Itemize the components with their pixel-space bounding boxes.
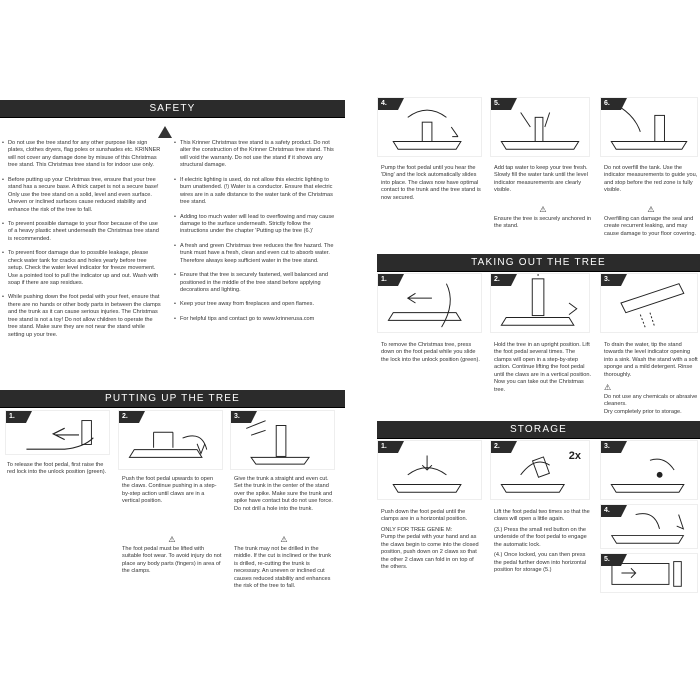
storage-figure-4 <box>600 504 698 549</box>
taking-out-note-3: ⚠ Do not use any chemicals or abrasive cleaners. Dry completely prior to storage. <box>604 383 698 415</box>
step-figure-5 <box>490 97 590 157</box>
safety-header: SAFETY <box>0 100 345 118</box>
taking-out-caption-3: To drain the water, tip the stand towards the level indicator opening into a sink. Wash the stand with a soft sponge and a mild detergent. Rinse thoroughly. <box>604 342 698 378</box>
taking-out-header: TAKING OUT THE TREE <box>377 254 700 272</box>
step-caption-6: Do not overfill the tank. Use the indicator measurements to guide you, and stop before the red zone is fully visible. <box>604 165 698 194</box>
storage-header: STORAGE <box>377 421 700 439</box>
safety-item: • A fresh and green Christmas tree reduces the fire hazard. The trunk must have a fresh, clean and even cut to absorb water. Therefore always keep sufficient water in the tree stand. <box>174 243 338 265</box>
putting-up-caption-1: To release the foot pedal, first raise the red lock into the unlock position (green). <box>7 462 107 476</box>
step-number: 3. <box>601 441 621 453</box>
warning-icon: ⚠ <box>604 383 612 392</box>
storage-caption-1: Push down the foot pedal until the clamps are in a horizontal position. ONLY FOR TREE GENIE M: Pump the pedal with your hand and as the claws begin to come into the closed position, push down on 2 claws so that the other 2 claws can fold in on top of the others. <box>381 509 479 571</box>
step-number: 5. <box>601 554 621 566</box>
storage-figure-3 <box>600 440 698 500</box>
step-number: 4. <box>601 505 621 517</box>
putting-up-note-2: ⚠ The foot pedal must be lifted with suitable foot wear. To avoid injury do not place any body parts (fingers) in area of the clamps. <box>122 535 222 575</box>
step-note-5: ⚠ Ensure the tree is securely anchored in the stand. <box>494 205 592 230</box>
safety-item: • This Krinner Christmas tree stand is a safety product. Do not alter the construction of the Krinner Christmas tree stand. This will void the warranty. Do not use the stand if it shows any structural damage. <box>174 140 338 170</box>
step-caption-5: Add tap water to keep your tree fresh. Slowly fill the water tank until the level indicator measurements are clearly visible. <box>494 165 588 194</box>
taking-out-caption-1: To remove the Christmas tree, press down on the foot pedal while you slide the lock into the unlock position (green). <box>381 342 480 363</box>
step-number: 2. <box>491 441 511 453</box>
safety-item: • Keep your tree away from fireplaces and open flames. <box>174 301 338 308</box>
safety-item: • Do not use the tree stand for any other purpose like sign plates, clothes dryers, flag poles or sunshades etc. KRINNER will not cover any damage done by misuse of this Christmas tree stand. This Christmas tree stand is for indoor use only. <box>2 140 162 170</box>
step-number: 3. <box>601 274 621 286</box>
step-number: 1. <box>378 441 398 453</box>
step-caption-4: Pump the foot pedal until you hear the 'Ding' and the lock automatically slides into place. The claws now have optimal contact to the trunk and the tree stand is now secured. <box>381 165 481 201</box>
step-number: 2. <box>491 274 511 286</box>
step-number: 5. <box>491 98 511 110</box>
safety-item: • To prevent floor damage due to possible leakage, please check water tank for cracks and holes yearly before tree setup. Check the water level indicator for freeze movement. Use a pointed tool to pull the indicator up and out. Wash with soap if there are sap residues. <box>2 250 162 287</box>
safety-item: • While pushing down the foot pedal with your feet, ensure that there are no hands or other body parts in between the clamps and the trunk as it can cause serious injuries. The Christmas tree stand is not a toy! Do not allow children to operate the tree stand. Make sure they are not near the stand while setting up your tree. <box>2 294 162 339</box>
safety-item: • If electric lighting is used, do not allow this electric lighting to burn unattended. (!) Water is a conductor. Ensure that electric wires are in a safe distance to the water tank of the Christmas tree stand. <box>174 177 338 207</box>
step-note-6: ⚠ Overfilling can damage the seal and create recurrent leaking, and may cause damage to your floor covering. <box>604 205 697 237</box>
warning-icon <box>158 126 172 138</box>
safety-col-2 <box>174 140 338 330</box>
taking-out-figure-1 <box>377 273 482 333</box>
taking-out-figure-2 <box>490 273 590 333</box>
step-number: 1. <box>378 274 398 286</box>
repeat-count-label: 2x <box>568 450 581 462</box>
safety-item: • For helpful tips and contact go to www.krinnerusa.com <box>174 316 338 323</box>
step-number: 1. <box>6 411 26 423</box>
storage-figure-5 <box>600 553 698 593</box>
putting-up-header: PUTTING UP THE TREE <box>0 390 345 408</box>
step-figure-4 <box>377 97 482 157</box>
warning-icon: ⚠ <box>539 205 547 214</box>
safety-col-1 <box>2 140 162 346</box>
step-number: 6. <box>601 98 621 110</box>
warning-icon: ⚠ <box>647 205 655 214</box>
putting-up-caption-3: Give the trunk a straight and even cut. Set the trunk in the center of the stand over the spike. Make sure the trunk and spike have contact but do not use force. Do not drill a hole into the trunk. <box>234 476 333 512</box>
safety-item: • To prevent possible damage to your floor because of the use of a heavy plastic sheet underneath the Christmas tree stand is recommended. <box>2 221 162 243</box>
putting-up-caption-2: Push the foot pedal upwards to open the claws. Continue pushing in a step-by-step action until claws are in a vertical position. <box>122 476 217 505</box>
taking-out-figure-3 <box>600 273 698 333</box>
safety-item: • Ensure that the tree is securely fastened, well balanced and positioned in the middle of the tree stand before applying decorations and lighting. <box>174 272 338 294</box>
warning-icon: ⚠ <box>280 535 288 544</box>
storage-figure-2 <box>490 440 590 500</box>
putting-up-figure-2 <box>118 410 223 470</box>
warning-icon: ⚠ <box>168 535 176 544</box>
step-number: 2. <box>119 411 139 423</box>
step-figure-6 <box>600 97 698 157</box>
safety-item: • Adding too much water will lead to overflowing and may cause damage to the surface underneath. Strictly follow the instructions under the chapter 'Putting up the tree (6.)' <box>174 214 338 236</box>
step-number: 3. <box>231 411 251 423</box>
storage-figure-1 <box>377 440 482 500</box>
putting-up-figure-1 <box>5 410 110 455</box>
step-number: 4. <box>378 98 398 110</box>
taking-out-caption-2: Hold the tree in an upright position. Lift the foot pedal several times. The clamps will open in a step-by-step action. Continue lifting the foot pedal until the claws are in a vertical position. Now you can take out the Christmas tree. <box>494 342 592 393</box>
putting-up-note-3: ⚠ The trunk may not be drilled in the middle. If the cut is inclined or the trunk is drilled, re-cutting the trunk is necessary. An uneven or inclined cut causes reduced stability and enhances the risk of the tree to fall. <box>234 535 334 591</box>
storage-caption-2: Lift the foot pedal two times so that the claws will open a little again. (3.) Press the small red button on the underside of the foot pedal to engage the automatic lock. (4.) Once locked, you can then press the pedal further down into horizontal position for storage (5.) <box>494 509 590 574</box>
safety-item: • Before putting up your Christmas tree, ensure that your tree stand has a secure base. A thick carpet is not a secure base! Only use the tree stand on a solid, level and even surface. Uneven or inclined surfaces cause reduced stability and enhance the risk of the tree to fall. <box>2 177 162 214</box>
putting-up-figure-3 <box>230 410 335 470</box>
